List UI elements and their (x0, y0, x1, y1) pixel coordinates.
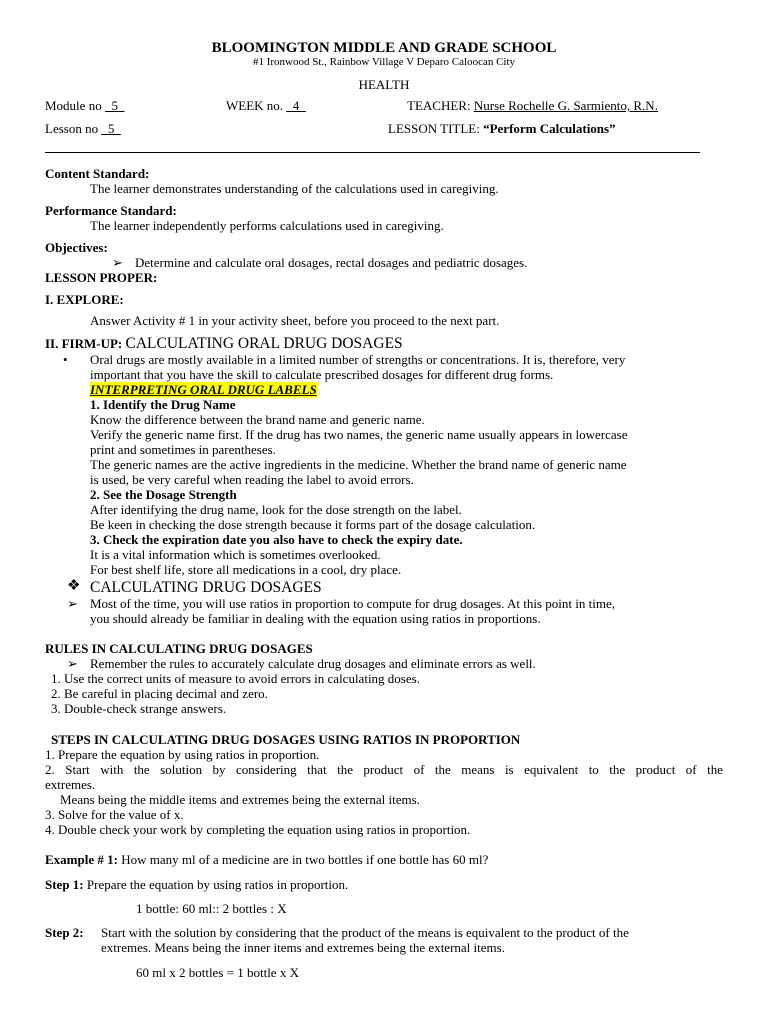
example-step-1: Step 1: Prepare the equation by using ratios in proportion. (45, 877, 349, 892)
arrow-bullet-icon: ➢ (67, 656, 78, 671)
list-item: 1. Use the correct units of measure to avoid errors in calculating doses. (51, 671, 420, 686)
arrow-bullet-icon: ➢ (67, 596, 78, 611)
arrow-bullet-icon: ➢ (112, 255, 123, 270)
example-question: Example # 1: How many ml of a medicine are in two bottles if one bottle has 60 ml? (45, 852, 489, 867)
example-step-2: Start with the solution by considering that the product of the means is equivalent to the product of the extremes. Means being the inner items and extremes being the external items. (101, 925, 629, 955)
step-1-equation: 1 bottle: 60 ml:: 2 bottles : X (136, 901, 287, 916)
lesson-proper-heading: LESSON PROPER: (45, 270, 158, 285)
lesson-title: LESSON TITLE: “Perform Calculations” (388, 121, 616, 136)
diamond-bullet-icon: ❖ (67, 578, 81, 594)
content-standard: Content Standard: The learner demonstrates understanding of the calculations used in caregiving. (45, 166, 499, 196)
steps-section: STEPS IN CALCULATING DRUG DOSAGES USING RATIOS IN PROPORTION 1. Prepare the equation by using ratios in proportion. 2. Start with the solution by considering that the product of the means is equivalent to the product of the extremes. Means being the middle items and extremes being the external items. 3. Solve for the value of x. 4. Double check your work by completing the equation using ratios in proportion. (45, 732, 723, 837)
objectives: Objectives: ➢ Determine and calculate oral dosages, rectal dosages and pediatric dosages. (45, 240, 528, 270)
performance-standard: Performance Standard: The learner independently performs calculations used in caregiving. (45, 203, 444, 233)
example-step-2-label: Step 2: (45, 925, 84, 940)
step-2-equation: 60 ml x 2 bottles = 1 bottle x X (136, 965, 299, 980)
firmup-heading: II. FIRM-UP: CALCULATING ORAL DRUG DOSAGES (45, 335, 403, 352)
dot-bullet-icon: • (63, 352, 68, 367)
school-address: #1 Ironwood St., Rainbow Village V Deparo Caloocan City (252, 56, 516, 68)
header-divider (45, 152, 700, 153)
list-item: 2. Be careful in placing decimal and zero. (51, 686, 268, 701)
school-name: BLOOMINGTON MIDDLE AND GRADE SCHOOL (211, 40, 557, 56)
week-number: WEEK no. 4 (226, 98, 306, 113)
explore-section: I. EXPLORE: Answer Activity # 1 in your activity sheet, before you proceed to the next part. (45, 292, 500, 328)
calculating-drug-dosages: ❖ CALCULATING DRUG DOSAGES ➢ Most of the time, you will use ratios in proportion to compute for drug dosages. At this point in time, you should already be familiar in dealing with the equation using ratios in proportions. (67, 578, 616, 626)
list-item: 3. Double-check strange answers. (51, 701, 227, 716)
highlighted-heading: INTERPRETING ORAL DRUG LABELS (90, 382, 317, 397)
teacher-name: TEACHER: Nurse Rochelle G. Sarmiento, R.N. (407, 98, 658, 113)
firmup-content: • Oral drugs are mostly available in a limited number of strengths or concentrations. It is, therefore, very important that you have the skill to calculate prescribed dosages for different drug forms. INTERPRETING ORAL DRUG LABELS 1. Identify the Drug Name Know the difference between the brand name and generic name. Verify the generic name first. If the drug has two names, the generic name usually appears in lowercase print and sometimes in parentheses. The generic names are the active ingredients in the medicine. Whether the brand name of generic name is used, be very careful when reading the label to avoid errors. 2. See the Dosage Strength After identifying the drug name, look for the dose strength on the label. Be keen in checking the dose strength because it forms part of the dosage calculation. 3. Check the expiration date you also have to check the expiry date. It is a vital information which is sometimes overlooked. For best shelf life, store all medications in a cool, dry place. (63, 352, 628, 577)
lesson-number: Lesson no 5 (45, 121, 121, 136)
module-number: Module no 5 (45, 98, 125, 113)
rules-section: RULES IN CALCULATING DRUG DOSAGES ➢ Remember the rules to accurately calculate drug dosages and eliminate errors as well. 1. Use the correct units of measure to avoid errors in calculating doses. 2. Be careful in placing decimal and zero. 3. Double-check strange answers. (45, 641, 725, 716)
subject-title: HEALTH (358, 77, 410, 92)
